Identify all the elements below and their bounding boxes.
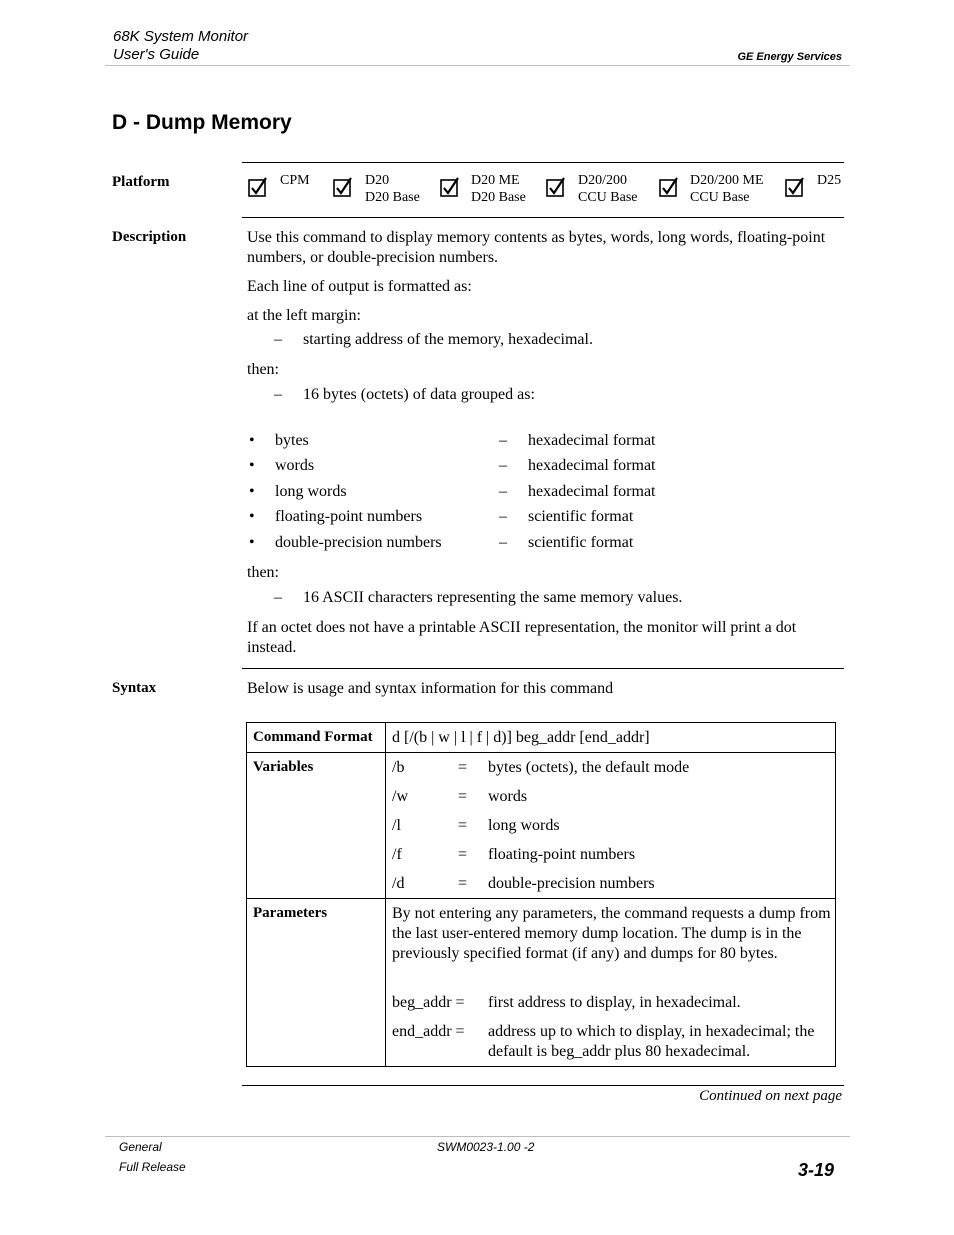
dash-marker: –: [499, 457, 507, 474]
variable-equals: =: [458, 846, 468, 863]
description-label: Description: [112, 229, 187, 245]
bullet-icon: •: [249, 534, 255, 551]
checkbox-checked-icon: [333, 177, 353, 197]
dash-marker: –: [499, 483, 507, 500]
section-end-rule: [242, 1085, 844, 1086]
dash-marker: –: [499, 432, 507, 449]
variables-label: Variables: [253, 759, 314, 775]
footer-doc-id: SWM0023-1.00 -2: [437, 1140, 535, 1154]
variable-desc: floating-point numbers: [488, 846, 636, 863]
variable-equals: =: [458, 817, 468, 834]
group-format: hexadecimal format: [528, 457, 656, 474]
platform-top-rule: [242, 162, 844, 163]
group-name: double-precision numbers: [275, 534, 442, 551]
then-item-data: 16 bytes (octets) of data grouped as:: [303, 386, 535, 403]
syntax-label: Syntax: [112, 680, 157, 696]
continued-note: Continued on next page: [699, 1088, 842, 1104]
variable-desc: long words: [488, 817, 560, 834]
variable-desc: bytes (octets), the default mode: [488, 759, 690, 776]
variable-equals: =: [458, 759, 468, 776]
group-name: words: [275, 457, 315, 474]
footer-status: General: [119, 1140, 162, 1154]
bullet-icon: •: [249, 432, 255, 449]
variable-flag: /w: [392, 788, 408, 805]
group-format: hexadecimal format: [528, 432, 656, 449]
dash-marker: –: [274, 386, 282, 403]
table-row-divider: [246, 898, 836, 899]
command-format-label: Command Format: [253, 729, 373, 745]
output-format-line: Each line of output is formatted as:: [247, 278, 472, 295]
bullet-icon: •: [249, 457, 255, 474]
variable-flag: /b: [392, 759, 405, 776]
group-format: scientific format: [528, 508, 634, 525]
group-name: floating-point numbers: [275, 508, 423, 525]
checkbox-checked-icon: [440, 177, 460, 197]
platform-name: D25: [817, 173, 842, 188]
then-item-ascii: 16 ASCII characters representing the same memory values.: [303, 589, 683, 606]
platform-base: CCU Base: [578, 190, 638, 205]
syntax-intro: Below is usage and syntax information for this command: [247, 680, 614, 697]
group-name: long words: [275, 483, 347, 500]
parameter-desc: address up to which to display, in hexadecimal; the default is beg_addr plus 80 hexadecimal.: [488, 1023, 815, 1060]
variable-flag: /d: [392, 875, 405, 892]
organization-name: GE Energy Services: [737, 51, 842, 63]
variable-flag: /f: [392, 846, 402, 863]
platform-name: D20/200: [578, 173, 627, 188]
checkbox-checked-icon: [248, 177, 268, 197]
parameter-desc: first address to display, in hexadecimal.: [488, 994, 741, 1011]
platform-name: D20: [365, 173, 390, 188]
ascii-note: If an octet does not have a printable ASCII representation, the monitor will print a dot instead.: [247, 619, 797, 656]
footer-divider: [105, 1136, 850, 1137]
platform-label: Platform: [112, 174, 170, 190]
checkbox-checked-icon: [659, 177, 679, 197]
dash-marker: –: [499, 534, 507, 551]
left-margin-label: at the left margin:: [247, 307, 361, 324]
parameter-name: beg_addr =: [392, 994, 465, 1011]
variable-equals: =: [458, 875, 468, 892]
variable-flag: /l: [392, 817, 401, 834]
platform-base: D20 Base: [365, 190, 420, 205]
variable-desc: double-precision numbers: [488, 875, 655, 892]
bullet-icon: •: [249, 508, 255, 525]
variable-desc: words: [488, 788, 528, 805]
checkbox-checked-icon: [785, 177, 805, 197]
platform-name: CPM: [280, 173, 310, 188]
dash-marker: –: [499, 508, 507, 525]
header-divider: [105, 65, 850, 66]
table-row-divider: [246, 752, 836, 753]
left-margin-item: starting address of the memory, hexadecimal.: [303, 331, 593, 348]
platform-name: D20/200 ME: [690, 173, 764, 188]
platform-base: CCU Base: [690, 190, 750, 205]
document-title: [113, 28, 248, 64]
command-format-value: d [/(b | w | l | f | d)] beg_addr [end_addr]: [392, 729, 650, 746]
parameters-intro: By not entering any parameters, the command requests a dump from the last user-entered memory dump location. The dump is in the previously specified format (if any) and dumps for 80 bytes.: [392, 905, 831, 962]
document-title-line1: 68K System Monitor: [113, 28, 249, 45]
then-label: then:: [247, 361, 279, 378]
checkbox-checked-icon: [546, 177, 566, 197]
platform-name: D20 ME: [471, 173, 520, 188]
document-title-line2: User's Guide: [113, 46, 200, 63]
dash-marker: –: [274, 589, 282, 606]
group-format: scientific format: [528, 534, 634, 551]
parameters-label: Parameters: [253, 905, 328, 921]
parameter-name: end_addr =: [392, 1023, 465, 1040]
platform-bottom-rule: [242, 217, 844, 218]
dash-marker: –: [274, 331, 282, 348]
group-format: hexadecimal format: [528, 483, 656, 500]
section-title: D - Dump Memory: [112, 111, 292, 134]
then-label: then:: [247, 564, 279, 581]
description-intro: Use this command to display memory contents as bytes, words, long words, floating-point numbers, or double-precision numbers.: [247, 229, 826, 266]
description-bottom-rule: [242, 668, 844, 669]
footer-release: Full Release: [119, 1160, 186, 1174]
platform-base: D20 Base: [471, 190, 526, 205]
table-column-divider: [385, 722, 386, 1067]
bullet-icon: •: [249, 483, 255, 500]
group-name: bytes: [275, 432, 309, 449]
variable-equals: =: [458, 788, 468, 805]
page-number: 3-19: [797, 1160, 834, 1180]
